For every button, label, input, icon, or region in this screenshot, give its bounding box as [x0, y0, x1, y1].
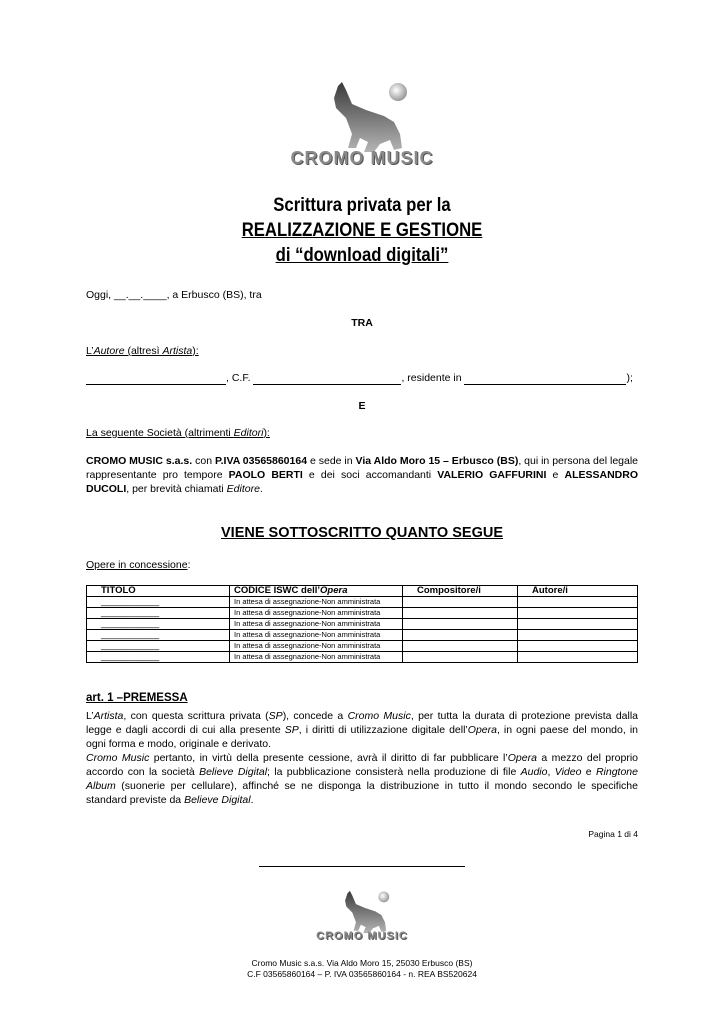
titolo-cell[interactable]: ___________ [87, 652, 230, 663]
title-line-3: di “download digitali” [275, 245, 449, 266]
works-table [86, 585, 638, 663]
titolo-cell[interactable]: ___________ [87, 630, 230, 641]
autore-cell [518, 597, 638, 608]
opere-label: Opere in concessione: [86, 559, 191, 571]
table-row [87, 630, 638, 641]
date-place-line: Oggi, __.__.____, a Erbusco (BS), tra [86, 289, 262, 301]
col-autore: Autore/i [518, 586, 638, 597]
title-line-1: Scrittura privata per la [273, 195, 451, 216]
autore-label: L’Autore (altresì Artista): [86, 345, 199, 357]
table-row [87, 652, 638, 663]
header-brand-text: CROMO MUSIC [290, 148, 434, 168]
tra-label: TRA [351, 317, 373, 329]
codice-cell: In attesa di assegnazione-Non amministrata [230, 597, 403, 608]
societa-label: La seguente Società (altrimenti Editori): [86, 427, 270, 439]
codice-cell: In attesa di assegnazione-Non amministrata [230, 630, 403, 641]
works-table-header [87, 586, 638, 597]
autore-cell [518, 608, 638, 619]
titolo-cell[interactable]: ___________ [87, 597, 230, 608]
compositore-cell [403, 619, 518, 630]
autore-cell [518, 619, 638, 630]
company-paragraph: CROMO MUSIC s.a.s. con P.IVA 03565860164 e sede in Via Aldo Moro 15 – Erbusco (BS), qui in persona del legale rappresentante pro tempore PAOLO BERTI e dei soci accomandanti VALERIO GAFFURINI e ALESSANDRO DUCOLI, per brevità chiamati Editore. [86, 455, 639, 495]
e-label: E [358, 400, 366, 412]
titolo-cell[interactable]: ___________ [87, 608, 230, 619]
table-row [87, 641, 638, 652]
codice-cell: In attesa di assegnazione-Non amministrata [230, 608, 403, 619]
compositore-cell [403, 630, 518, 641]
residence-blank[interactable] [464, 375, 626, 385]
name-blank[interactable] [86, 375, 226, 385]
page-number: Pagina 1 di 4 [588, 829, 638, 839]
article-1-paragraph-1: L’Artista, con questa scrittura privata (SP), concede a Cromo Music, per tutta la durata di protezione prevista dalla legge e dagli accordi di cui alla presente SP, i diritti di utilizzazione digitale dell’Opera, in ogni paese del mondo, in ogni forma e modo, originale e derivato. [86, 710, 639, 750]
col-titolo: TITOLO [87, 586, 230, 597]
codice-cell: In attesa di assegnazione-Non amministrata [230, 641, 403, 652]
codice-cell: In attesa di assegnazione-Non amministrata [230, 619, 403, 630]
table-row [87, 608, 638, 619]
compositore-cell [403, 608, 518, 619]
compositore-cell [403, 641, 518, 652]
article-1-paragraph-2: Cromo Music pertanto, in virtù della presente cessione, avrà il diritto di far pubblicare l’Opera a mezzo del proprio accordo con la società Believe Digital; la pubblicazione consisterà nella produzione di file Audio, Video e Ringtone Album (suonerie per cellulare), affinché se ne disponga la distribuzione in tutto il mondo secondo le specifiche standard previste da Believe Digital. [86, 752, 638, 806]
article-1-heading: art. 1 –PREMESSA [86, 692, 188, 704]
footer-fiscal-line: C.F 03565860164 – P. IVA 03565860164 - n. REA BS520624 [247, 969, 477, 979]
autore-cell [518, 652, 638, 663]
footer-wolf-moon-icon [310, 888, 414, 936]
footer-address-line: Cromo Music s.a.s. Via Aldo Moro 15, 25030 Erbusco (BS) [251, 958, 473, 968]
footer-brand-text: CROMO MUSIC [316, 930, 408, 942]
titolo-cell[interactable]: ___________ [87, 641, 230, 652]
compositore-cell [403, 652, 518, 663]
wolf-moon-icon [276, 78, 448, 156]
table-row [87, 597, 638, 608]
autore-fields-line: , C.F. , residente in ); [86, 371, 638, 385]
codice-cell: In attesa di assegnazione-Non amministrata [230, 652, 403, 663]
col-codice: CODICE ISWC dell’Opera [230, 586, 403, 597]
compositore-cell [403, 597, 518, 608]
cf-blank[interactable] [253, 375, 401, 385]
autore-cell [518, 630, 638, 641]
section-heading: VIENE SOTTOSCRITTO QUANTO SEGUE [221, 525, 503, 541]
table-row [87, 619, 638, 630]
footer-logo [310, 888, 414, 946]
col-compositore: Compositore/i [403, 586, 518, 597]
title-line-2: REALIZZAZIONE E GESTIONE [241, 220, 483, 241]
titolo-cell[interactable]: ___________ [87, 619, 230, 630]
autore-cell [518, 641, 638, 652]
footer-divider [259, 866, 465, 867]
header-logo [276, 78, 448, 174]
